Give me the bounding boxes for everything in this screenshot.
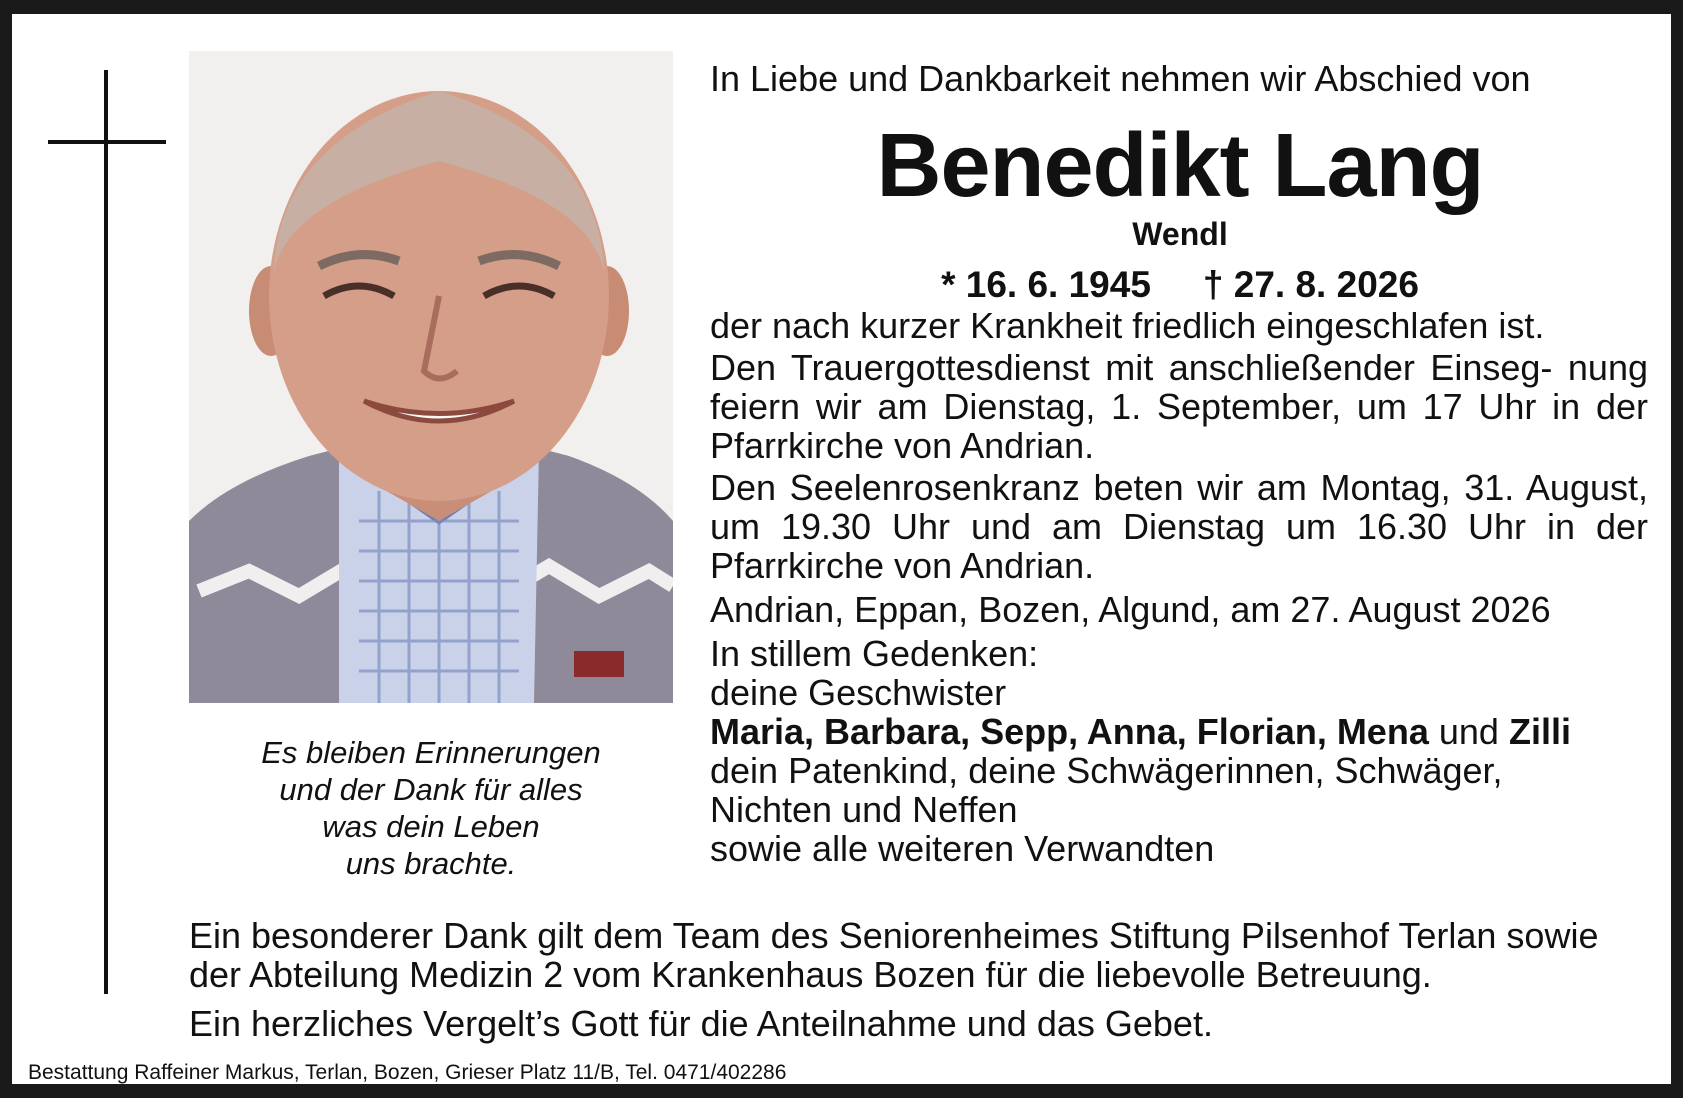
quote-line: und der Dank für alles [279,772,583,807]
siblings-and: und [1438,711,1499,752]
mourners-line: Nichten und Neffen [710,789,1018,830]
cross-icon [104,70,108,994]
memorial-quote [189,734,673,882]
quote-line: Es bleiben Erinnerungen [261,735,601,770]
mourners-line: sowie alle weiteren Verwandten [710,828,1215,869]
obituary-card [12,14,1671,1084]
intro-text: In Liebe und Dankbarkeit nehmen wir Abschied von [710,58,1531,99]
rosary-text: Den Seelenrosenkranz beten wir am Montag, 31. August, um 19.30 Uhr und am Dienstag um 16.30 Uhr in der Pfarrkirche von Andrian. [710,467,1648,586]
siblings-line [710,712,1648,751]
cross-icon-bar [48,140,166,144]
funeral-service-text: Den Trauergottesdienst mit anschließender Einseg- nung feiern wir am Dienstag, 1. September, um 17 Uhr in der Pfarrkirche von Andrian. [710,347,1648,466]
siblings-names: Maria, Barbara, Sepp, Anna, Florian, Mena [710,711,1429,752]
mourners-line: dein Patenkind, deine Schwägerinnen, Schwäger, [710,750,1503,791]
deceased-name: Benedikt Lang [876,116,1484,216]
portrait-photo [189,51,673,703]
quote-line: was dein Leben [322,809,540,844]
place-date: Andrian, Eppan, Bozen, Algund, am 27. August 2026 [710,589,1551,630]
funeral-home-footer: Bestattung Raffeiner Markus, Terlan, Bozen, Grieser Platz 11/B, Tel. 0471/402286 [28,1061,787,1084]
siblings-last: Zilli [1508,711,1571,752]
mourners-heading: In stillem Gedenken: [710,633,1039,674]
thanks-text: Ein besonderer Dank gilt dem Team des Seniorenheimes Stiftung Pilsenhof Terlan sowie der Abteilung Medizin 2 vom Krankenhaus Bozen für die liebevolle Betreuung. [189,915,1599,995]
deceased-nickname: Wendl [1132,216,1228,252]
thanks-text-2: Ein herzliches Vergelt’s Gott für die Anteilnahme und das Gebet. [189,1003,1213,1044]
mourners-block [710,634,1648,868]
birth-date: * 16. 6. 1945 [941,264,1151,305]
death-note: der nach kurzer Krankheit friedlich eingeschlafen ist. [710,305,1545,346]
quote-line: uns brachte. [345,846,517,881]
death-date: † 27. 8. 2026 [1202,264,1419,305]
siblings-intro: deine Geschwister [710,672,1007,713]
life-dates [710,262,1650,308]
